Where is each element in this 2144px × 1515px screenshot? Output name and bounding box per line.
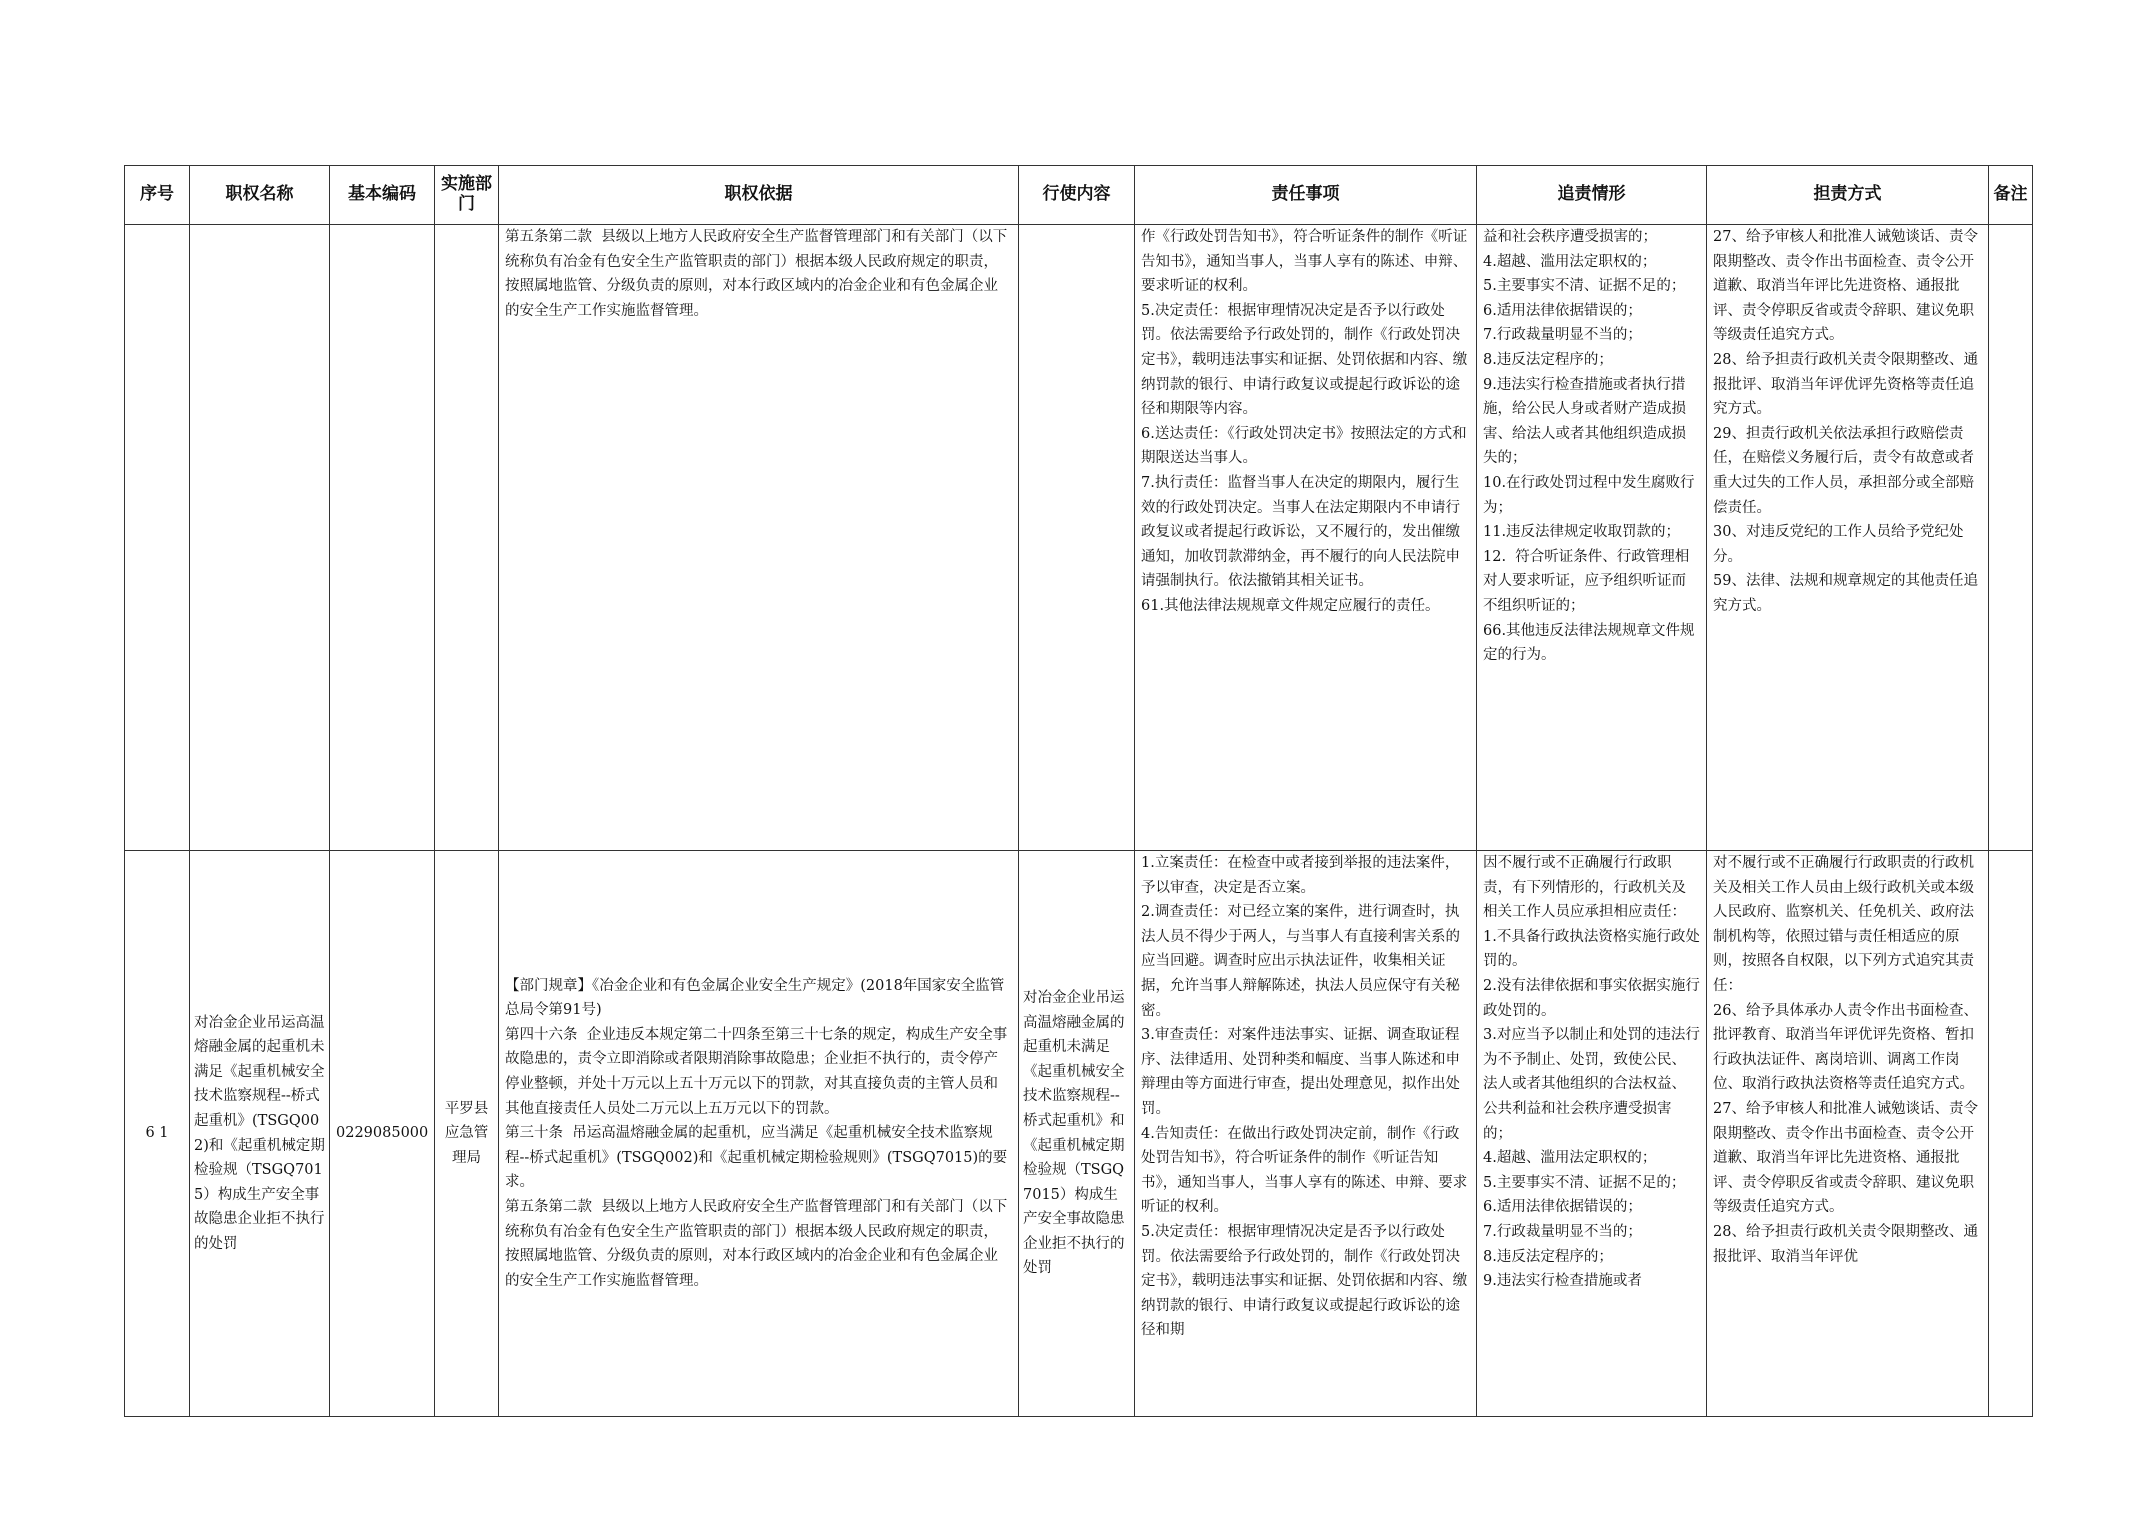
header-dept: 实施部门 [435,166,499,225]
dept-text: 平罗县应急管理局 [444,1100,489,1166]
header-code: 基本编码 [330,166,435,225]
cell-content [1019,225,1135,851]
cell-accountability [1477,851,1707,1417]
cell-code: 0229085000 [330,851,435,1417]
cell-basis [499,851,1019,1417]
cell-basis [499,225,1019,851]
header-seq: 序号 [125,166,190,225]
cell-responsibility [1707,851,1989,1417]
table-row [125,851,2033,1417]
name-text: 对冶金企业吊运高温熔融金属的起重机未满足《起重机械安全技术监察规程--桥式起重机》(TSGQ002)和《起重机械定期检验规（TSGQ7015）构成生产安全事故隐患企业拒不执行的处罚 [194,1014,325,1252]
cell-seq [125,225,190,851]
header-note: 备注 [1989,166,2033,225]
cell-name [190,851,330,1417]
cell-accountability [1477,225,1707,851]
cell-note [1989,851,2033,1417]
cell-duty [1135,851,1477,1417]
content-text: 对冶金企业吊运高温熔融金属的起重机未满足《起重机械安全技术监察规程--桥式起重机》和《起重机械定期检验规（TSGQ7015）构成生产安全事故隐患企业拒不执行的处罚 [1023,989,1125,1277]
header-accountability: 追责情形 [1477,166,1707,225]
cell-dept [435,851,499,1417]
accountability-text: 因不履行或不正确履行行政职责，有下列情形的，行政机关及相关工作人员应承担相应责任： 1.不具备行政执法资格实施行政处罚的。 2.没有法律依据和事实依据实施行政处罚的。 3.对应当予以制止和处罚的违法行为不予制止、处罚，致使公民、法人或者其他组织的合法权益、公共利益和社会秩序遭受损害的； 4.超越、滥用法定职权的； 5.主要事实不清、证据不足的； 6.适用法律依据错误的； 7.行政裁量明显不当的； 8.违反法定程序的； 9.违法实行检查措施或者 [1483,855,1700,1290]
header-row [125,166,2033,225]
header-duty: 责任事项 [1135,166,1477,225]
duty-text: 作《行政处罚告知书》，符合听证条件的制作《听证告知书》，通知当事人，当事人享有的陈述、申辩、要求听证的权利。 5.决定责任：根据审理情况决定是否予以行政处罚。依法需要给予行政处罚的，制作《行政处罚决定书》，载明违法事实和证据、处罚依据和内容、缴纳罚款的银行、申请行政复议或提起行政诉讼的途径和期限等内容。 6.送达责任：《行政处罚决定书》按照法定的方式和期限送达当事人。 7.执行责任：监督当事人在决定的期限内，履行生效的行政处罚决定。当事人在法定期限内不申请行政复议或者提起行政诉讼，又不履行的，发出催缴通知，加收罚款滞纳金，再不履行的向人民法院申请强制执行。依法撤销其相关证书。 61.其他法律法规规章文件规定应履行的责任。 [1141,229,1468,614]
responsibility-text: 27、给予审核人和批准人诫勉谈话、责令限期整改、责令作出书面检查、责令公开道歉、取消当年评比先进资格、通报批评、责令停职反省或责令辞职、建议免职等级责任追究方式。 28、给予担责行政机关责令限期整改、通报批评、取消当年评优评先资格等责任追究方式。 29、担责行政机关依法承担行政赔偿责任，在赔偿义务履行后，责令有故意或者重大过失的工作人员，承担部分或全部赔偿责任。 30、对违反党纪的工作人员给予党纪处分。 59、法律、法规和规章规定的其他责任追究方式。 [1713,229,1978,614]
cell-responsibility [1707,225,1989,851]
header-name: 职权名称 [190,166,330,225]
cell-content [1019,851,1135,1417]
header-responsibility: 担责方式 [1707,166,1989,225]
duty-text: 1.立案责任：在检查中或者接到举报的违法案件，予以审查，决定是否立案。 2.调查责任：对已经立案的案件，进行调查时，执法人员不得少于两人，与当事人有直接利害关系的应当回避。调查时应出示执法证件，收集相关证据，允许当事人辩解陈述，执法人员应保守有关秘密。 3.审查责任：对案件违法事实、证据、调查取证程序、法律适用、处罚种类和幅度、当事人陈述和申辩理由等方面进行审查，提出处理意见，拟作出处罚。 4.告知责任：在做出行政处罚决定前，制作《行政处罚告知书》，符合听证条件的制作《听证告知书》，通知当事人，当事人享有的陈述、申辩、要求听证的权利。 5.决定责任：根据审理情况决定是否予以行政处罚。依法需要给予行政处罚的，制作《行政处罚决定书》，载明违法事实和证据、处罚依据和内容、缴纳罚款的银行、申请行政复议或提起行政诉讼的途径和期 [1141,855,1468,1339]
authority-table [124,165,2033,1417]
cell-code [330,225,435,851]
cell-name [190,225,330,851]
cell-dept [435,225,499,851]
header-content: 行使内容 [1019,166,1135,225]
cell-seq: 6 1 [125,851,190,1417]
cell-note [1989,225,2033,851]
accountability-text: 益和社会秩序遭受损害的； 4.超越、滥用法定职权的； 5.主要事实不清、证据不足的； 6.适用法律依据错误的； 7.行政裁量明显不当的； 8.违反法定程序的； 9.违法实行检查措施或者执行措施，给公民人身或者财产造成损害、给法人或者其他组织造成损失的； 10.在行政处罚过程中发生腐败行为； 11.违反法律规定收取罚款的； 12. 符合听证条件、行政管理相对人要求听证，应予组织听证而不组织听证的； 66.其他违反法律法规规章文件规定的行为。 [1483,229,1695,664]
responsibility-text: 对不履行或不正确履行行政职责的行政机关及相关工作人员由上级行政机关或本级人民政府、监察机关、任免机关、政府法制机构等，依照过错与责任相适应的原则，按照各自权限，以下列方式追究其责任： 26、给予具体承办人责令作出书面检查、批评教育、取消当年评优评先资格、暂扣行政执法证件、离岗培训、调离工作岗位、取消行政执法资格等责任追究方式。 27、给予审核人和批准人诫勉谈话、责令限期整改、责令作出书面检查、责令公开道歉、取消当年评比先进资格、通报批评、责令停职反省或责令辞职、建议免职等级责任追究方式。 28、给予担责行政机关责令限期整改、通报批评、取消当年评优 [1713,855,1978,1265]
header-basis: 职权依据 [499,166,1019,225]
table-row [125,225,2033,851]
basis-text: 第五条第二款 县级以上地方人民政府安全生产监督管理部门和有关部门（以下统称负有冶金有色安全生产监管职责的部门）根据本级人民政府规定的职责，按照属地监管、分级负责的原则，对本行政区域内的冶金企业和有色金属企业的安全生产工作实施监督管理。 [505,229,1008,319]
basis-text: 【部门规章】《冶金企业和有色金属企业安全生产规定》(2018年国家安全监管总局令第91号) 第四十六条 企业违反本规定第二十四条至第三十七条的规定，构成生产安全事故隐患的，责令立即消除或者限期消除事故隐患；企业拒不执行的，责令停产停业整顿，并处十万元以上五十万元以下的罚款，对其直接负责的主管人员和其他直接责任人员处二万元以上五万元以下的罚款。 第三十条 吊运高温熔融金属的起重机，应当满足《起重机械安全技术监察规程--桥式起重机》(TSGQ002)和《起重机械定期检验规则》(TSGQ7015)的要求。 第五条第二款 县级以上地方人民政府安全生产监督管理部门和有关部门（以下统称负有冶金有色安全生产监管职责的部门）根据本级人民政府规定的职责，按照属地监管、分级负责的原则，对本行政区域内的冶金企业和有色金属企业的安全生产工作实施监督管理。 [505,977,1008,1289]
cell-duty [1135,225,1477,851]
